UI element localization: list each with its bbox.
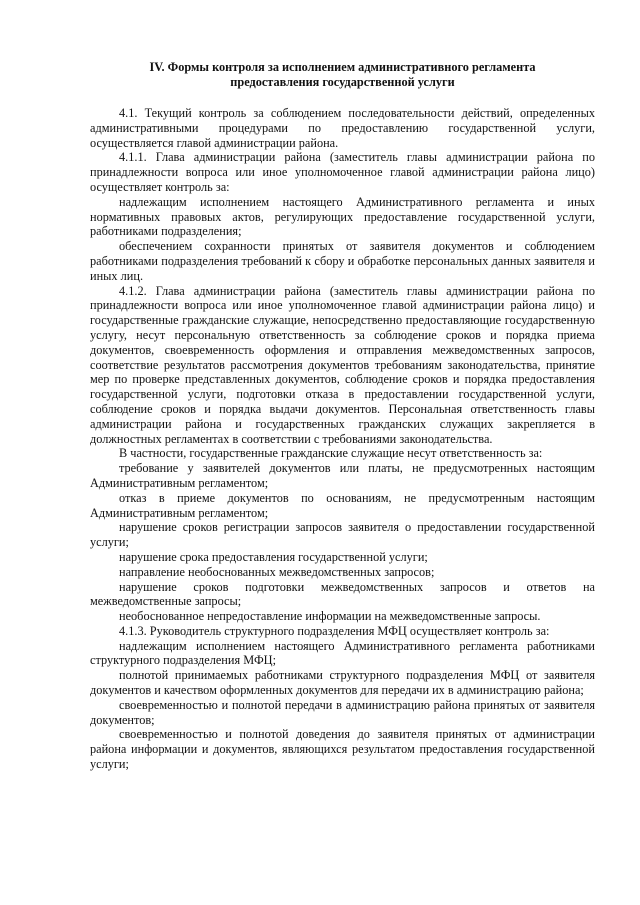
heading-line-1: IV. Формы контроля за исполнением административного регламента bbox=[149, 60, 536, 74]
paragraph-4-1-1: 4.1.1. Глава администрации района (заместитель главы администрации района по принадлежности вопроса или иное уполномоченное главой администрации района лицо) осуществляет контроль за: bbox=[90, 150, 595, 194]
list-item-mfc-control: своевременностью и полнотой передачи в администрацию района принятых от заявителя документов; bbox=[90, 697, 595, 727]
heading-line-2: предоставления государственной услуги bbox=[230, 75, 455, 89]
list-item-responsibility: нарушение сроков подготовки межведомственных запросов и ответов на межведомственные запросы; bbox=[90, 579, 595, 609]
list-item-responsibility: нарушение срока предоставления государственной услуги; bbox=[119, 549, 428, 564]
list-item-responsibility: направление необоснованных межведомственных запросов; bbox=[119, 564, 435, 579]
section-heading bbox=[90, 60, 595, 90]
list-item-mfc-control: полнотой принимаемых работниками структурного подразделения МФЦ от заявителя документов и качеством оформленных документов для передачи их в администрацию района; bbox=[90, 668, 595, 698]
list-item-responsibility: нарушение сроков регистрации запросов заявителя о предоставлении государственной услуги; bbox=[90, 520, 595, 550]
list-item-responsibility: отказ в приеме документов по основаниям, не предусмотренным настоящим Административным регламентом; bbox=[90, 490, 595, 520]
list-item-responsibility: требование у заявителей документов или платы, не предусмотренных настоящим Административным регламентом; bbox=[90, 461, 595, 490]
list-item-responsibility: необоснованное непредоставление информации на межведомственные запросы. bbox=[119, 609, 541, 624]
list-item-control: надлежащим исполнением настоящего Административного регламента и иных нормативных правовых актов, регулирующих предоставление государственной услуги, работниками подразделения; bbox=[90, 194, 595, 239]
paragraph-4-1-2: 4.1.2. Глава администрации района (заместитель главы администрации района по принадлежности вопроса или иное уполномоченное главой администрации района лицо) и государственные гражданские служащие, непосредственно предоставляющие государственную услугу, несут персональную ответственность за соблюдение сроков и порядка приема документов, своевременность оформления и отправления межведомственных запросов, соответствие результатов рассмотрения документов требованиям законодательства, принятие мер по проверке представленных документов, соблюдение сроков и порядка предоставления государственной услуги, подготовки отказа в предоставлении государственной услуги, соблюдение сроков и порядка выдачи документов. Персональная ответственность главы администрации района и государственных гражданских служащих закрепляется в должностных регламентах в соответствии с требованиями законодательства. bbox=[90, 283, 595, 446]
list-item-mfc-control: надлежащим исполнением настоящего Административного регламента работниками структурного подразделения МФЦ; bbox=[90, 638, 595, 668]
document-body bbox=[90, 106, 595, 772]
paragraph-4-1: 4.1. Текущий контроль за соблюдением последовательности действий, определенных административными процедурами по предоставлению государственной услуги, осуществляется главой администрации района. bbox=[90, 106, 595, 150]
list-item-mfc-control: своевременностью и полнотой доведения до заявителя принятых от администрации района информации и документов, являющихся результатом предоставления государственной услуги; bbox=[90, 727, 595, 772]
list-item-control: обеспечением сохранности принятых от заявителя документов и соблюдением работниками подразделения требований к сбору и обработке персональных данных заявителя и иных лиц. bbox=[90, 239, 595, 283]
paragraph-4-1-3: 4.1.3. Руководитель структурного подразделения МФЦ осуществляет контроль за: bbox=[119, 623, 550, 638]
paragraph-responsibility-intro: В частности, государственные гражданские служащие несут ответственность за: bbox=[119, 446, 543, 461]
